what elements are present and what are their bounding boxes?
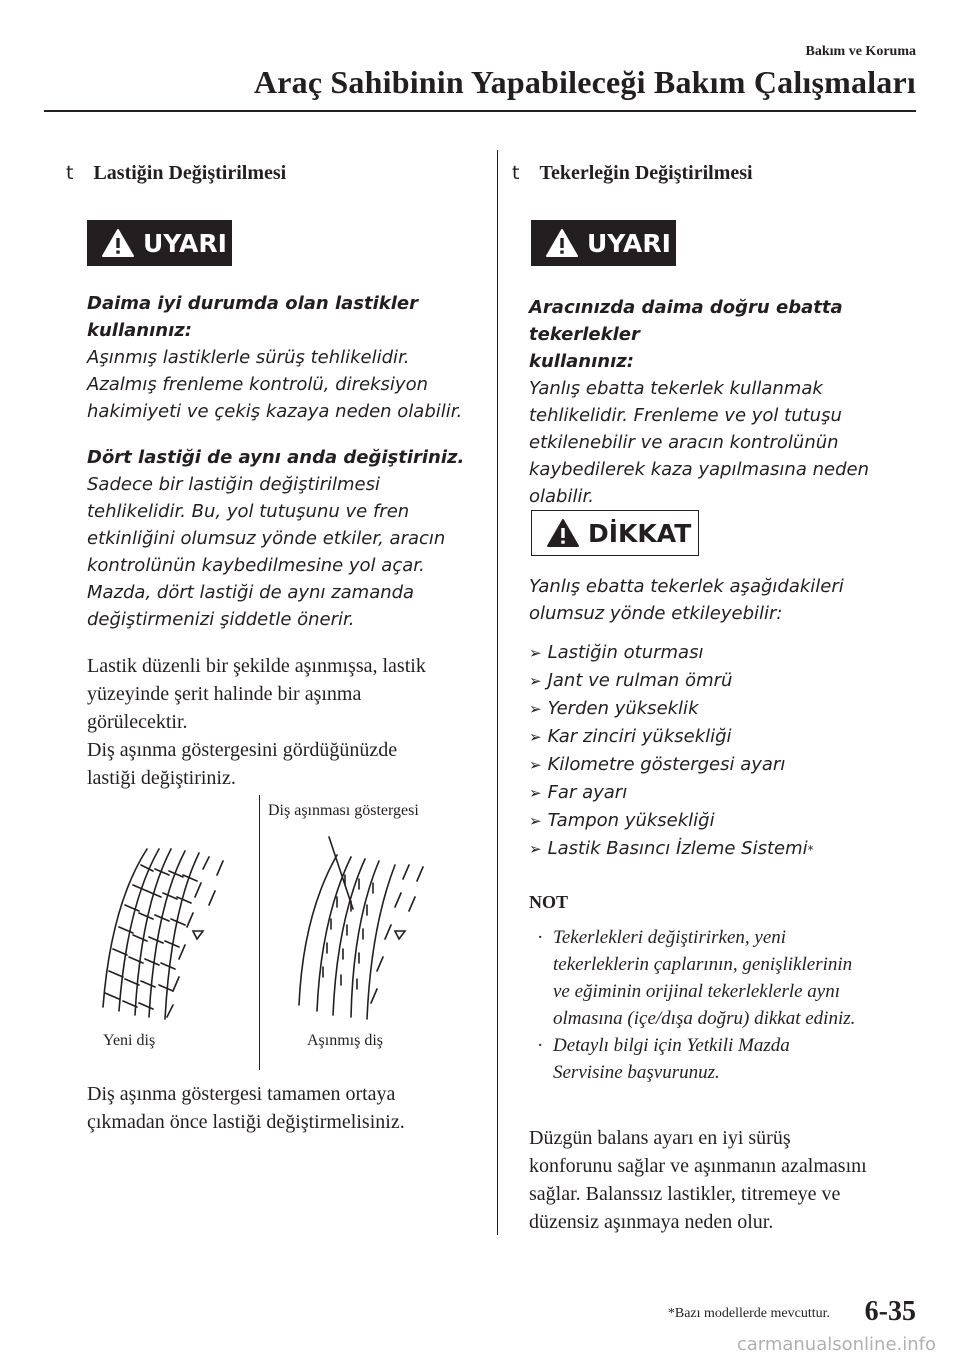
page-number: 6-35 [864, 1296, 916, 1327]
watermark: carmanualsonline.info [736, 1334, 936, 1355]
warn-text-line: olabilir. [529, 486, 594, 507]
caution-badge [531, 510, 699, 556]
note-list [531, 924, 951, 1086]
warning-triangle-icon [101, 228, 135, 258]
new-tread-label: Yeni diş [103, 1032, 156, 1049]
list-item: ➢ Jant ve rulman ömrü [529, 667, 949, 695]
header-rule [44, 110, 916, 112]
indicator-label: Diş aşınması göstergesi [268, 802, 419, 819]
body1-line: lastiği değiştiriniz. [87, 767, 236, 789]
warn1-text-line: Azalmış frenleme kontrolü, direksiyon [87, 374, 428, 395]
new-tread-drawing [87, 835, 259, 1025]
warning-triangle-icon [546, 518, 580, 548]
left-heading [66, 162, 286, 185]
arrow-right-icon: ➢ [529, 644, 542, 662]
list-item: ➢ Tampon yüksekliği [529, 807, 949, 835]
arrow-right-icon: ➢ [529, 812, 542, 830]
section-marker-icon: t [512, 162, 520, 184]
right-warning-text [529, 294, 949, 510]
left-body-2 [87, 1080, 487, 1136]
warn-text-line: kaybedilerek kaza yapılmasına neden [529, 459, 869, 480]
body2-line: çıkmadan önce lastiği değiştirmelisiniz. [87, 1111, 405, 1133]
list-item: ➢ Yerden yükseklik [529, 695, 949, 723]
footnote: *Bazı modellerde mevcuttur. [667, 1306, 830, 1321]
arrow-right-icon: ➢ [529, 672, 542, 690]
page-title: Araç Sahibinin Yapabileceği Bakım Çalışmaları [253, 64, 916, 100]
right-warning-badge [531, 220, 676, 266]
arrow-right-icon: ➢ [529, 700, 542, 718]
right-heading [512, 162, 753, 185]
warn2-text-line: Mazda, dört lastiği de aynı zamanda [87, 582, 415, 603]
right-heading-text: Tekerleğin Değiştirilmesi [539, 162, 753, 184]
warn2-text-line: tehlikelidir. Bu, yol tutuşunu ve fren [87, 501, 410, 522]
right-body [529, 1124, 949, 1236]
warn-bold-line: kullanınız: [529, 351, 634, 372]
list-item: ➢ Far ayarı [529, 779, 949, 807]
warn-bold-line: Aracınızda daima doğru ebatta tekerlekler [529, 297, 843, 345]
asterisk-mark: * [807, 843, 814, 857]
left-warning-badge [87, 220, 232, 266]
left-heading-text: Lastiğin Değiştirilmesi [93, 162, 287, 184]
body-line: düzensiz aşınmaya neden olur. [529, 1211, 774, 1233]
list-item: ➢ Kar zinciri yüksekliği [529, 723, 949, 751]
list-item: ➢ Lastiğin oturması [529, 639, 949, 667]
body2-line: Diş aşınma göstergesi tamamen ortaya [87, 1083, 396, 1105]
worn-tread-drawing [267, 835, 487, 1025]
note-block [531, 924, 951, 1086]
warn1-text-line: Aşınmış lastiklerle sürüş tehlikelidir. [87, 347, 410, 368]
body-line: Düzgün balans ayarı en iyi sürüş [529, 1127, 791, 1149]
list-item: ➢ Kilometre göstergesi ayarı [529, 751, 949, 779]
list-item: · Detaylı bilgi için Yetkili Mazda Servisine başvurunuz. [531, 1032, 951, 1086]
note-label: NOT [529, 892, 569, 912]
header-section: Bakım ve Koruma [805, 44, 916, 59]
warn-text-line: tehlikelidir. Frenleme ve yol tutuşu [529, 405, 842, 426]
list-item: · Tekerlekleri değiştirirken, yeni tekerleklerin çaplarının, genişliklerinin ve eğiminin orijinal tekerleklerle aynı olmasına (içe/dışa doğru) dikkat ediniz. [531, 924, 951, 1032]
column-divider [497, 150, 498, 1235]
warn2-text-line: etkinliğini olumsuz yönde etkiler, aracın [87, 528, 446, 549]
caution-list [529, 639, 949, 863]
body-line: konforunu sağlar ve aşınmanın azalmasını [529, 1155, 867, 1177]
caution-label: DİKKAT [588, 518, 692, 548]
right-warning-label: UYARI [587, 228, 671, 258]
left-warning-text [87, 290, 487, 633]
body1-line: görülecektir. [87, 711, 188, 733]
caution-intro-line: Yanlış ebatta tekerlek aşağıdakileri [529, 576, 844, 597]
left-body-1 [87, 652, 487, 792]
worn-tread-label: Aşınmış diş [307, 1032, 384, 1049]
tread-figure [87, 795, 487, 1065]
warn2-text-line: değiştirmenizi şiddetle önerir. [87, 609, 355, 630]
body1-line: yüzeyinde şerit halinde bir aşınma [87, 683, 362, 705]
arrow-right-icon: ➢ [529, 784, 542, 802]
warn1-text-line: hakimiyeti ve çekiş kazaya neden olabilir. [87, 401, 463, 422]
arrow-right-icon: ➢ [529, 728, 542, 746]
arrow-right-icon: ➢ [529, 756, 542, 774]
section-marker-icon: t [66, 162, 74, 184]
warn2-bold-line: Dört lastiği de aynı anda değiştiriniz. [87, 447, 465, 468]
warn1-bold-line: kullanınız: [87, 320, 192, 341]
list-item: ➢ Lastik Basıncı İzleme Sistemi * [529, 835, 949, 863]
body1-line: Diş aşınma göstergesini gördüğünüzde [87, 739, 398, 761]
warn-text-line: etkilenebilir ve aracın kontrolünün [529, 432, 839, 453]
warn2-text-line: Sadece bir lastiğin değiştirilmesi [87, 474, 380, 495]
left-warning-label: UYARI [143, 228, 227, 258]
warn1-bold-line: Daima iyi durumda olan lastikler [87, 293, 419, 314]
caution-intro-line: olumsuz yönde etkileyebilir: [529, 603, 783, 624]
arrow-right-icon: ➢ [529, 840, 542, 858]
figure-divider [259, 795, 260, 1070]
body1-line: Lastik düzenli bir şekilde aşınmışsa, lastik [87, 655, 426, 677]
warn2-text-line: kontrolünün kaybedilmesine yol açar. [87, 555, 425, 576]
body-line: sağlar. Balanssız lastikler, titremeye ve [529, 1183, 841, 1205]
warn-text-line: Yanlış ebatta tekerlek kullanmak [529, 378, 823, 399]
warning-triangle-icon [545, 228, 579, 258]
caution-text [529, 573, 949, 863]
